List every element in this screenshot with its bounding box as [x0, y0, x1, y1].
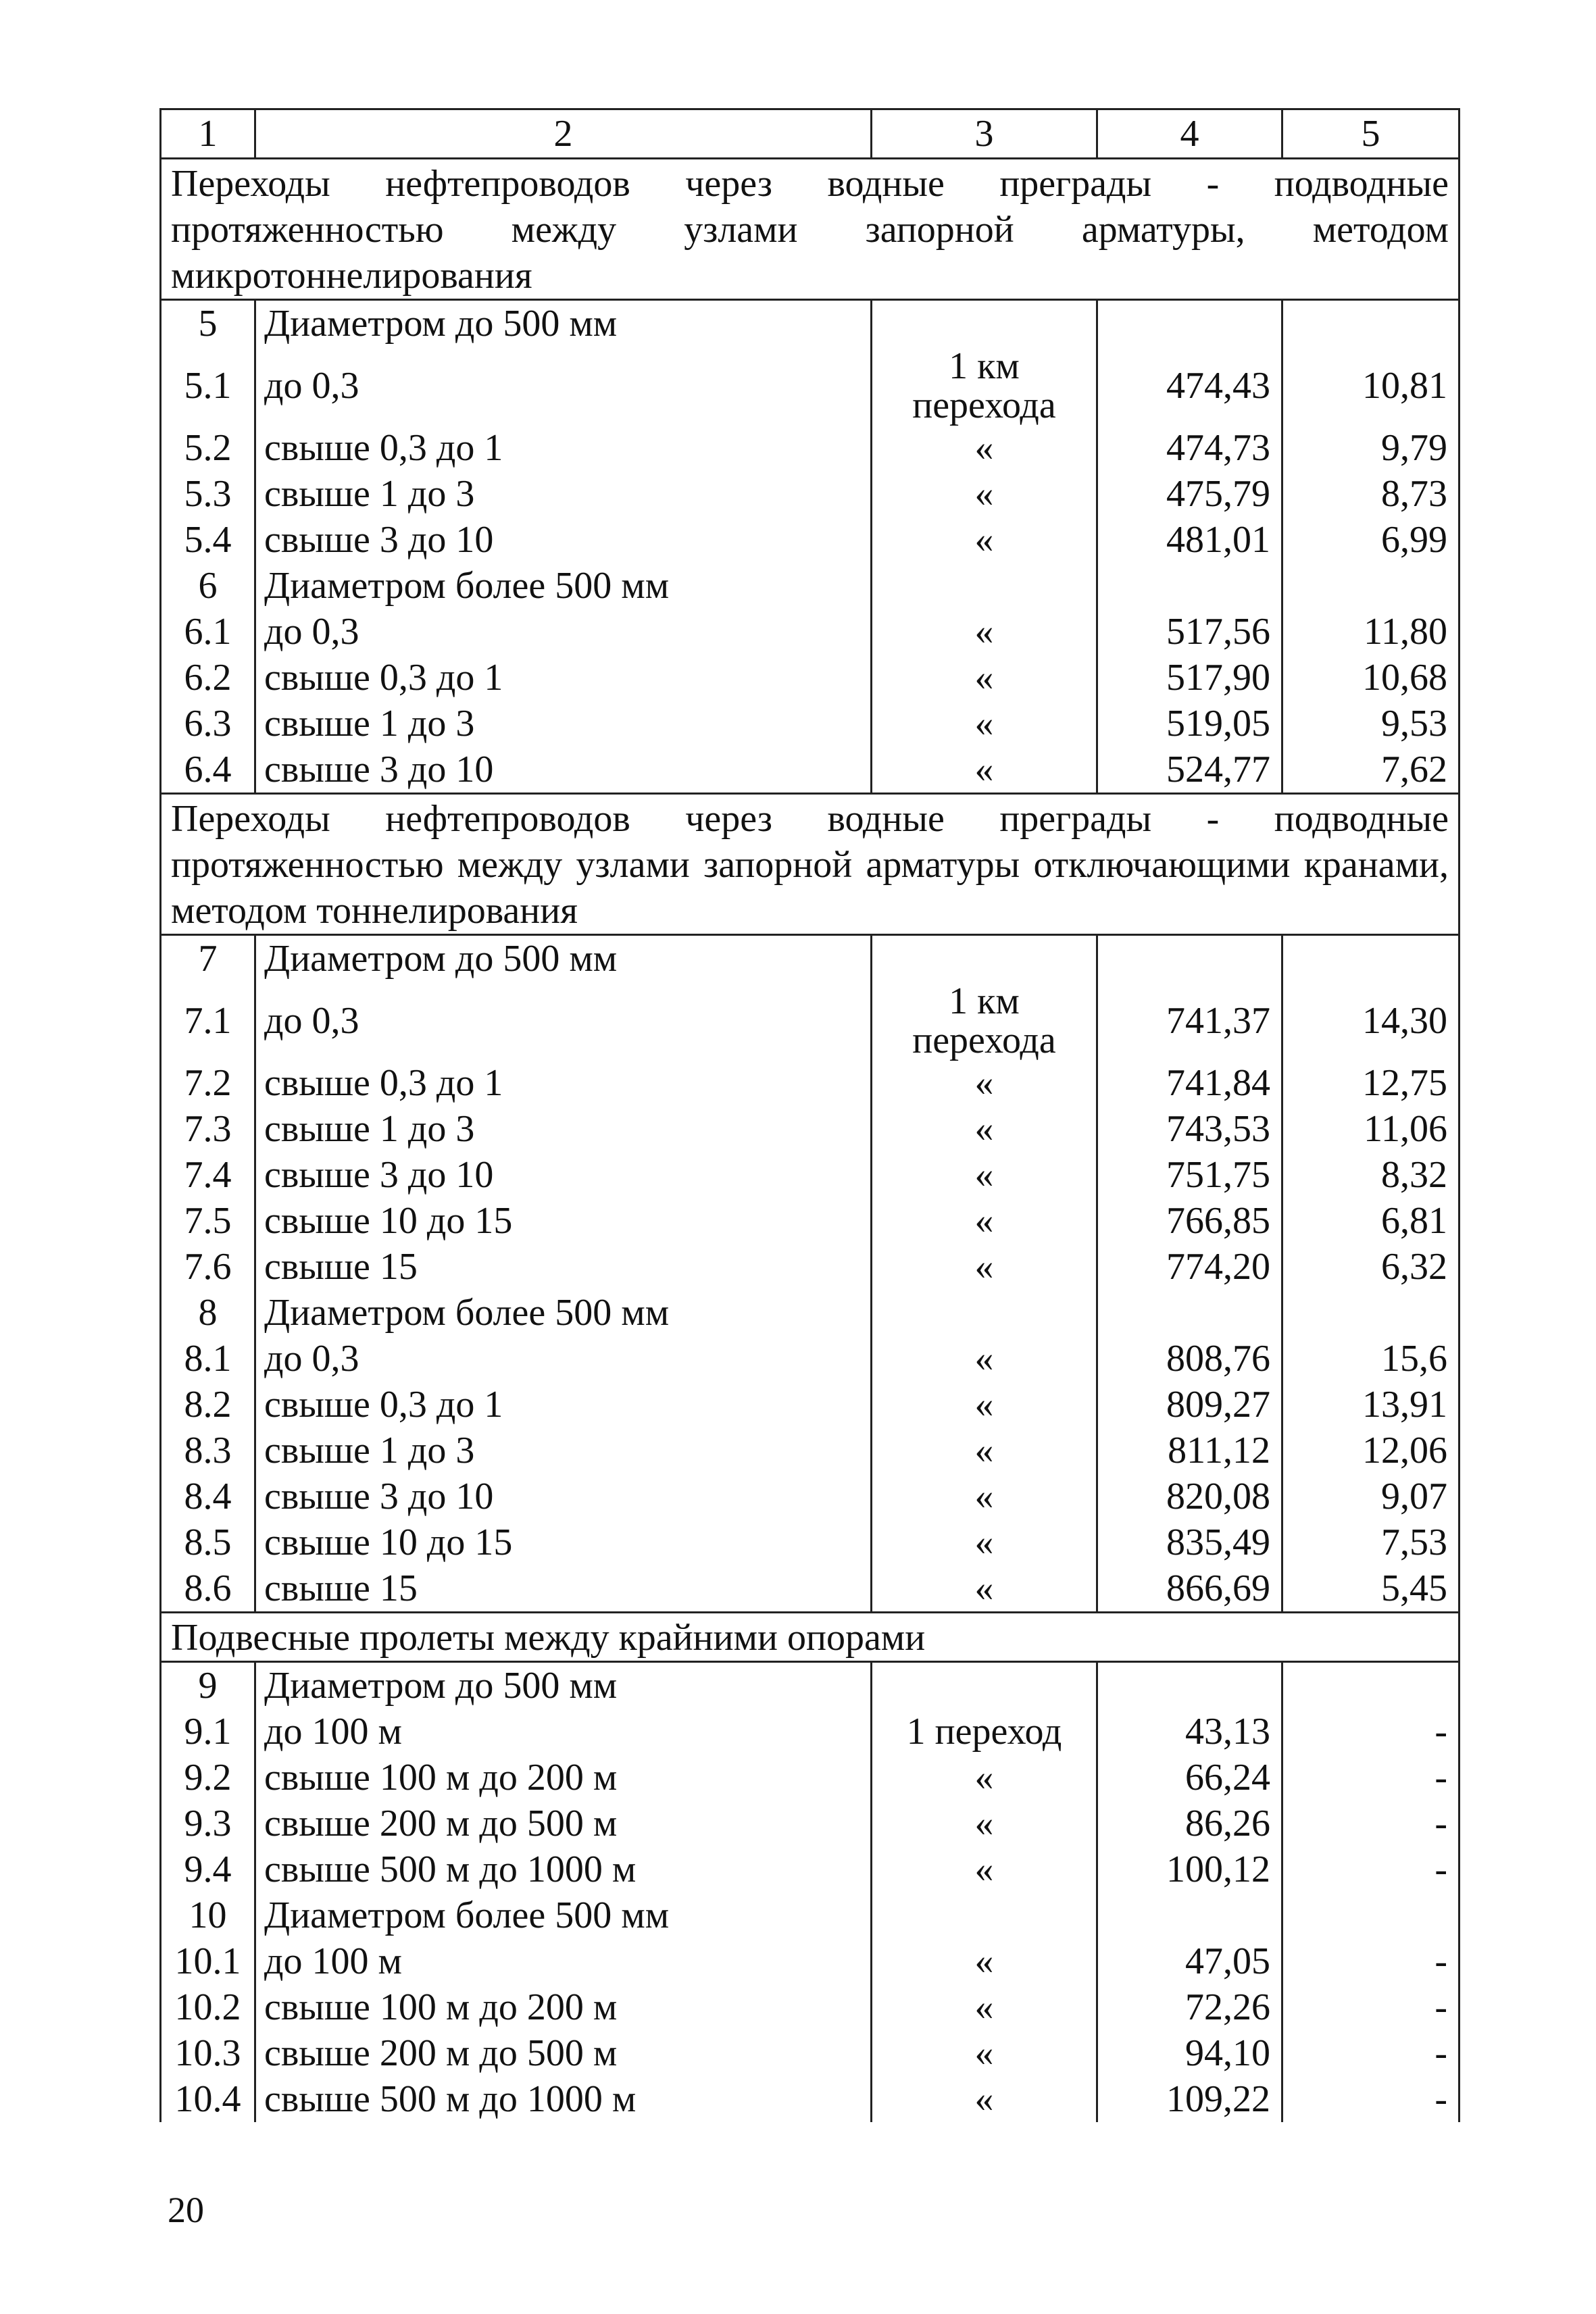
row-unit: « — [872, 517, 1097, 563]
row-unit: « — [872, 1382, 1097, 1428]
row-unit: « — [872, 1846, 1097, 1892]
row-value-col4: 72,26 — [1097, 1984, 1282, 2030]
row-description: свыше 200 м до 500 м — [255, 1801, 872, 1846]
row-value-col4: 517,90 — [1097, 655, 1282, 701]
row-value-col4: 86,26 — [1097, 1801, 1282, 1846]
row-value-col4: 811,12 — [1097, 1428, 1282, 1474]
row-description: Диаметром более 500 мм — [255, 1892, 872, 1938]
row-number: 6.2 — [161, 655, 255, 701]
row-unit — [872, 563, 1097, 609]
row-number: 9.2 — [161, 1755, 255, 1801]
section-header-row — [161, 794, 1460, 935]
table-row — [161, 1428, 1460, 1474]
row-value-col4 — [1097, 300, 1282, 347]
row-unit: « — [872, 1106, 1097, 1152]
row-value-col5 — [1282, 1892, 1460, 1938]
table-row — [161, 701, 1460, 747]
row-value-col4: 47,05 — [1097, 1938, 1282, 1984]
row-number: 7.5 — [161, 1198, 255, 1244]
row-value-col5: - — [1282, 1846, 1460, 1892]
section-header-row — [161, 159, 1460, 300]
row-unit: 1 переход — [872, 1709, 1097, 1755]
row-description: свыше 100 м до 200 м — [255, 1984, 872, 2030]
row-value-col5: 14,30 — [1282, 982, 1460, 1060]
column-number: 2 — [255, 109, 872, 159]
table-row — [161, 517, 1460, 563]
row-unit: « — [872, 701, 1097, 747]
row-value-col4: 751,75 — [1097, 1152, 1282, 1198]
table-row — [161, 1801, 1460, 1846]
row-value-col5: 6,32 — [1282, 1244, 1460, 1290]
row-unit: « — [872, 1801, 1097, 1846]
row-value-col4 — [1097, 1290, 1282, 1336]
row-unit — [872, 1662, 1097, 1709]
table-row — [161, 1755, 1460, 1801]
row-value-col5: 11,06 — [1282, 1106, 1460, 1152]
row-number: 6 — [161, 563, 255, 609]
row-value-col5 — [1282, 1662, 1460, 1709]
row-description: свыше 500 м до 1000 м — [255, 1846, 872, 1892]
row-number: 10.2 — [161, 1984, 255, 2030]
table-row — [161, 1709, 1460, 1755]
row-number: 5.1 — [161, 347, 255, 425]
row-unit: « — [872, 2076, 1097, 2122]
row-unit: « — [872, 747, 1097, 794]
table-row — [161, 747, 1460, 794]
row-value-col5: - — [1282, 1755, 1460, 1801]
row-description: до 0,3 — [255, 609, 872, 655]
row-description: до 100 м — [255, 1938, 872, 1984]
row-number: 10.1 — [161, 1938, 255, 1984]
row-number: 7.1 — [161, 982, 255, 1060]
table-row — [161, 471, 1460, 517]
row-value-col5: 7,62 — [1282, 747, 1460, 794]
row-number: 5.4 — [161, 517, 255, 563]
row-value-col5 — [1282, 935, 1460, 982]
row-unit: « — [872, 1244, 1097, 1290]
row-value-col5: 15,6 — [1282, 1336, 1460, 1382]
row-value-col4: 517,56 — [1097, 609, 1282, 655]
table-row — [161, 1984, 1460, 2030]
row-number: 8 — [161, 1290, 255, 1336]
document-page — [159, 108, 1458, 2122]
row-description: свыше 500 м до 1000 м — [255, 2076, 872, 2122]
table-row — [161, 2030, 1460, 2076]
row-unit: « — [872, 1755, 1097, 1801]
row-number: 6.4 — [161, 747, 255, 794]
row-number: 7 — [161, 935, 255, 982]
table-row — [161, 982, 1460, 1060]
row-value-col5: - — [1282, 1709, 1460, 1755]
row-number: 9.1 — [161, 1709, 255, 1755]
row-description: свыше 3 до 10 — [255, 1474, 872, 1519]
row-description: Диаметром более 500 мм — [255, 1290, 872, 1336]
row-value-col4: 66,24 — [1097, 1755, 1282, 1801]
row-value-col5: 8,32 — [1282, 1152, 1460, 1198]
row-value-col4: 481,01 — [1097, 517, 1282, 563]
row-unit: « — [872, 609, 1097, 655]
row-value-col5 — [1282, 1290, 1460, 1336]
row-value-col5: 10,68 — [1282, 655, 1460, 701]
table-row — [161, 1336, 1460, 1382]
row-value-col5: 10,81 — [1282, 347, 1460, 425]
table-row — [161, 300, 1460, 347]
row-number: 5 — [161, 300, 255, 347]
row-value-col4: 866,69 — [1097, 1565, 1282, 1613]
row-unit: « — [872, 1336, 1097, 1382]
table-row — [161, 1662, 1460, 1709]
row-value-col5: - — [1282, 1984, 1460, 2030]
row-value-col5: 9,07 — [1282, 1474, 1460, 1519]
row-number: 5.3 — [161, 471, 255, 517]
row-unit: « — [872, 1565, 1097, 1613]
row-description: Диаметром более 500 мм — [255, 563, 872, 609]
table-row — [161, 1152, 1460, 1198]
row-value-col5: 13,91 — [1282, 1382, 1460, 1428]
table-row — [161, 1892, 1460, 1938]
row-number: 8.1 — [161, 1336, 255, 1382]
section-title: Переходы нефтепроводов через водные преграды - подводные протяженностью между узлами запорной арматуры отключающими кранами, методом тоннелирования — [161, 794, 1460, 935]
row-description: до 100 м — [255, 1709, 872, 1755]
row-value-col4 — [1097, 1662, 1282, 1709]
row-unit: « — [872, 1060, 1097, 1106]
row-value-col4: 741,37 — [1097, 982, 1282, 1060]
row-value-col5: - — [1282, 2076, 1460, 2122]
row-description: свыше 0,3 до 1 — [255, 1382, 872, 1428]
row-value-col4: 43,13 — [1097, 1709, 1282, 1755]
table-row — [161, 1565, 1460, 1613]
table-row — [161, 347, 1460, 425]
row-description: свыше 1 до 3 — [255, 1428, 872, 1474]
row-value-col4: 524,77 — [1097, 747, 1282, 794]
row-unit: « — [872, 1198, 1097, 1244]
row-unit: « — [872, 1938, 1097, 1984]
row-description: свыше 1 до 3 — [255, 701, 872, 747]
row-unit: « — [872, 1152, 1097, 1198]
row-value-col5: 7,53 — [1282, 1519, 1460, 1565]
row-value-col5: 9,79 — [1282, 425, 1460, 471]
row-unit — [872, 935, 1097, 982]
row-description: до 0,3 — [255, 1336, 872, 1382]
row-value-col5: 12,06 — [1282, 1428, 1460, 1474]
row-number: 9.4 — [161, 1846, 255, 1892]
row-description: свыше 0,3 до 1 — [255, 425, 872, 471]
row-number: 8.5 — [161, 1519, 255, 1565]
row-number: 7.3 — [161, 1106, 255, 1152]
row-value-col4 — [1097, 935, 1282, 982]
row-unit: 1 км перехода — [872, 982, 1097, 1060]
row-value-col4: 774,20 — [1097, 1244, 1282, 1290]
row-description: свыше 200 м до 500 м — [255, 2030, 872, 2076]
row-value-col4: 808,76 — [1097, 1336, 1282, 1382]
row-number: 10 — [161, 1892, 255, 1938]
row-value-col4: 109,22 — [1097, 2076, 1282, 2122]
table-row — [161, 1474, 1460, 1519]
row-description: свыше 3 до 10 — [255, 747, 872, 794]
table-row — [161, 1938, 1460, 1984]
row-number: 5.2 — [161, 425, 255, 471]
row-number: 8.4 — [161, 1474, 255, 1519]
row-value-col4: 743,53 — [1097, 1106, 1282, 1152]
row-value-col5 — [1282, 300, 1460, 347]
row-value-col4: 474,43 — [1097, 347, 1282, 425]
row-description: свыше 100 м до 200 м — [255, 1755, 872, 1801]
table-row — [161, 1198, 1460, 1244]
row-number: 6.3 — [161, 701, 255, 747]
table-row — [161, 1106, 1460, 1152]
table-row — [161, 1382, 1460, 1428]
row-unit — [872, 1290, 1097, 1336]
table-row — [161, 1846, 1460, 1892]
row-value-col4: 835,49 — [1097, 1519, 1282, 1565]
row-description: свыше 15 — [255, 1244, 872, 1290]
row-unit: « — [872, 1984, 1097, 2030]
row-description: свыше 10 до 15 — [255, 1198, 872, 1244]
row-value-col4: 475,79 — [1097, 471, 1282, 517]
row-unit: « — [872, 471, 1097, 517]
page-number: 20 — [168, 2190, 204, 2230]
row-number: 10.3 — [161, 2030, 255, 2076]
row-number: 6.1 — [161, 609, 255, 655]
column-number: 1 — [161, 109, 255, 159]
row-number: 9.3 — [161, 1801, 255, 1846]
row-value-col4: 474,73 — [1097, 425, 1282, 471]
row-value-col5: 5,45 — [1282, 1565, 1460, 1613]
row-description: свыше 1 до 3 — [255, 1106, 872, 1152]
row-number: 8.2 — [161, 1382, 255, 1428]
row-value-col5: - — [1282, 1938, 1460, 1984]
row-value-col4: 100,12 — [1097, 1846, 1282, 1892]
table-row — [161, 1519, 1460, 1565]
section-header-row — [161, 1613, 1460, 1662]
table-row — [161, 2076, 1460, 2122]
row-unit: « — [872, 655, 1097, 701]
row-value-col5 — [1282, 563, 1460, 609]
table-row — [161, 1060, 1460, 1106]
row-value-col5: 6,99 — [1282, 517, 1460, 563]
row-value-col5: 12,75 — [1282, 1060, 1460, 1106]
row-value-col5: 9,53 — [1282, 701, 1460, 747]
row-description: свыше 0,3 до 1 — [255, 655, 872, 701]
row-description: свыше 15 — [255, 1565, 872, 1613]
table-row — [161, 563, 1460, 609]
row-number: 8.6 — [161, 1565, 255, 1613]
row-description: свыше 3 до 10 — [255, 1152, 872, 1198]
row-value-col4: 741,84 — [1097, 1060, 1282, 1106]
row-number: 10.4 — [161, 2076, 255, 2122]
row-description: свыше 3 до 10 — [255, 517, 872, 563]
row-value-col4: 94,10 — [1097, 2030, 1282, 2076]
row-description: свыше 10 до 15 — [255, 1519, 872, 1565]
rates-table — [159, 108, 1460, 2122]
row-number: 7.4 — [161, 1152, 255, 1198]
row-value-col5: 11,80 — [1282, 609, 1460, 655]
row-value-col4: 820,08 — [1097, 1474, 1282, 1519]
row-description: до 0,3 — [255, 347, 872, 425]
table-row — [161, 609, 1460, 655]
row-value-col4: 766,85 — [1097, 1198, 1282, 1244]
row-description: Диаметром до 500 мм — [255, 1662, 872, 1709]
row-description: свыше 1 до 3 — [255, 471, 872, 517]
row-unit: 1 км перехода — [872, 347, 1097, 425]
row-unit: « — [872, 1428, 1097, 1474]
row-number: 7.6 — [161, 1244, 255, 1290]
column-number-row — [161, 109, 1460, 159]
row-value-col4: 519,05 — [1097, 701, 1282, 747]
row-unit: « — [872, 1519, 1097, 1565]
row-unit: « — [872, 2030, 1097, 2076]
row-value-col5: 8,73 — [1282, 471, 1460, 517]
row-value-col4: 809,27 — [1097, 1382, 1282, 1428]
table-row — [161, 1244, 1460, 1290]
row-value-col5: - — [1282, 2030, 1460, 2076]
row-description: Диаметром до 500 мм — [255, 935, 872, 982]
table-body — [161, 109, 1460, 2123]
row-description: свыше 0,3 до 1 — [255, 1060, 872, 1106]
column-number: 4 — [1097, 109, 1282, 159]
row-number: 9 — [161, 1662, 255, 1709]
row-unit — [872, 1892, 1097, 1938]
column-number: 5 — [1282, 109, 1460, 159]
table-row — [161, 935, 1460, 982]
row-value-col5: 6,81 — [1282, 1198, 1460, 1244]
row-value-col5: - — [1282, 1801, 1460, 1846]
row-unit: « — [872, 425, 1097, 471]
row-number: 7.2 — [161, 1060, 255, 1106]
section-title: Переходы нефтепроводов через водные преграды - подводные протяженностью между узлами запорной арматуры, методом микротоннелирования — [161, 159, 1460, 300]
table-row — [161, 425, 1460, 471]
row-description: Диаметром до 500 мм — [255, 300, 872, 347]
row-value-col4 — [1097, 1892, 1282, 1938]
table-row — [161, 1290, 1460, 1336]
row-description: до 0,3 — [255, 982, 872, 1060]
table-row — [161, 655, 1460, 701]
row-value-col4 — [1097, 563, 1282, 609]
column-number: 3 — [872, 109, 1097, 159]
row-unit — [872, 300, 1097, 347]
row-unit: « — [872, 1474, 1097, 1519]
section-title: Подвесные пролеты между крайними опорами — [161, 1613, 1460, 1662]
row-number: 8.3 — [161, 1428, 255, 1474]
